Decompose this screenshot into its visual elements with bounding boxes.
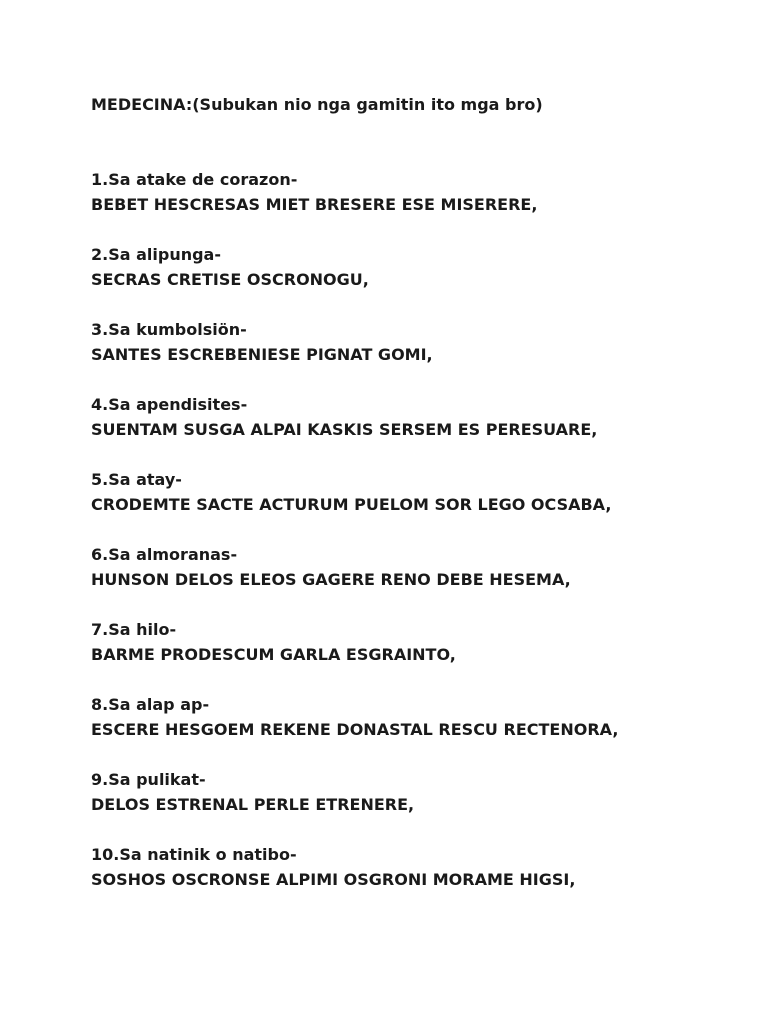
entry-heading: 9.Sa pulikat- — [91, 770, 206, 789]
entry-4 — [91, 392, 731, 442]
entry-text: SECRAS CRETISE OSCRONOGU, — [91, 270, 369, 289]
entry-9 — [91, 767, 731, 817]
entry-heading: 6.Sa almoranas- — [91, 545, 238, 564]
entry-text: SUENTAM SUSGA ALPAI KASKIS SERSEM ES PERESUARE, — [91, 420, 598, 439]
entry-6 — [91, 542, 731, 592]
entry-heading: 1.Sa atake de corazon- — [91, 170, 298, 189]
document-page — [91, 93, 731, 917]
entry-text: BEBET HESCRESAS MIET BRESERE ESE MISERERE, — [91, 195, 538, 214]
entry-heading: 3.Sa kumbolsiön- — [91, 320, 247, 339]
entry-heading: 7.Sa hilo- — [91, 620, 177, 639]
entry-heading: 5.Sa atay- — [91, 470, 182, 489]
entry-text: SANTES ESCREBENIESE PIGNAT GOMI, — [91, 345, 433, 364]
entry-1 — [91, 167, 731, 217]
entry-text: ESCERE HESGOEM REKENE DONASTAL RESCU RECTENORA, — [91, 720, 619, 739]
entry-7 — [91, 617, 731, 667]
entry-text: SOSHOS OSCRONSE ALPIMI OSGRONI MORAME HIGSI, — [91, 870, 576, 889]
entry-text: DELOS ESTRENAL PERLE ETRENERE, — [91, 795, 415, 814]
entry-heading: 10.Sa natinik o natibo- — [91, 845, 297, 864]
entry-heading: 8.Sa alap ap- — [91, 695, 210, 714]
entry-heading: 4.Sa apendisites- — [91, 395, 248, 414]
entry-text: BARME PRODESCUM GARLA ESGRAINTO, — [91, 645, 456, 664]
entry-5 — [91, 467, 731, 517]
entry-text: HUNSON DELOS ELEOS GAGERE RENO DEBE HESEMA, — [91, 570, 571, 589]
entry-10 — [91, 842, 731, 892]
document-title: MEDECINA:(Subukan nio nga gamitin ito mga bro) — [91, 95, 543, 114]
entry-3 — [91, 317, 731, 367]
entry-heading: 2.Sa alipunga- — [91, 245, 221, 264]
entry-2 — [91, 242, 731, 292]
entry-text: CRODEMTE SACTE ACTURUM PUELOM SOR LEGO OCSABA, — [91, 495, 612, 514]
entry-8 — [91, 692, 731, 742]
